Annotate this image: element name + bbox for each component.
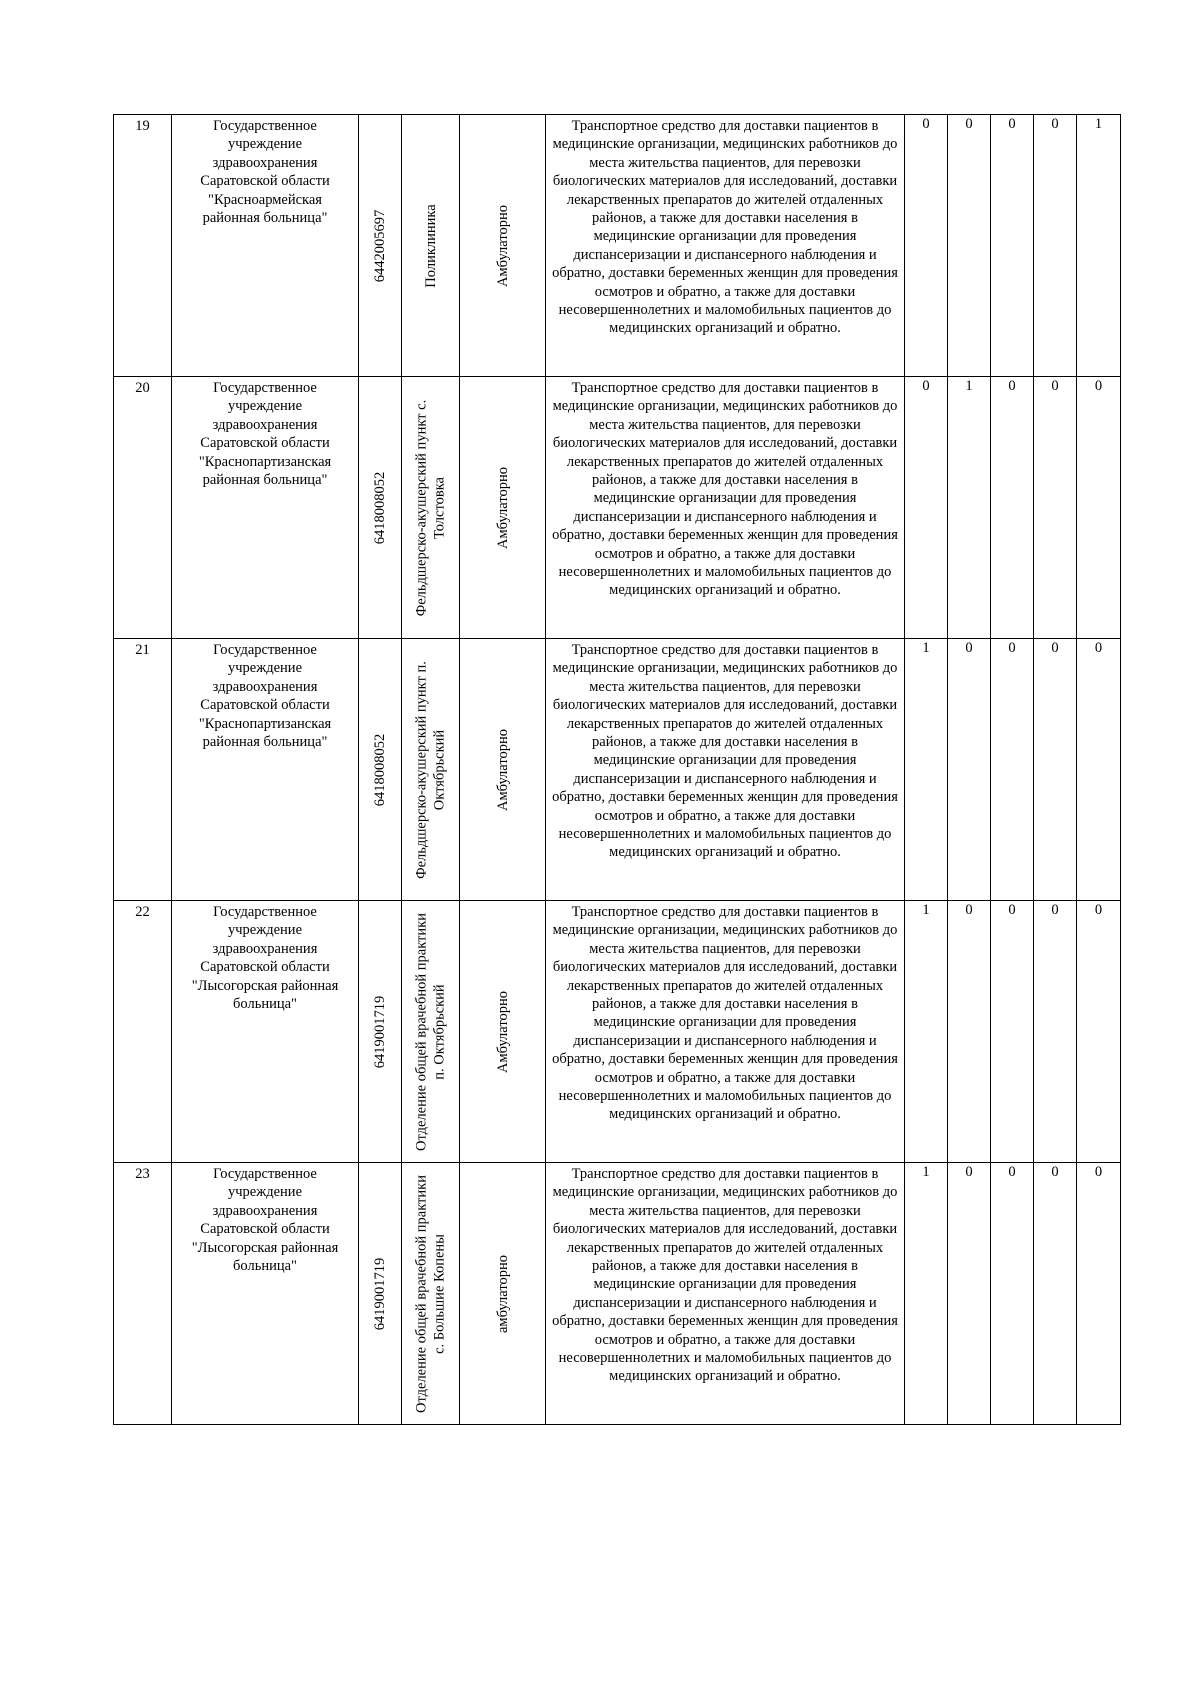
purpose-cell	[546, 901, 905, 1163]
organization-name: Государственное учреждение здравоохранения Саратовской области "Краснопартизанская районная больница"	[198, 642, 332, 751]
purpose-cell	[546, 115, 905, 377]
count-cell-4: 0	[1034, 901, 1077, 1163]
count-cell-2: 0	[948, 639, 991, 901]
row-number: 21	[135, 642, 150, 658]
care-type: амбулаторно	[494, 1254, 511, 1333]
inn-value: 6418008052	[371, 733, 388, 806]
count-cell-5: 0	[1077, 1163, 1121, 1425]
count-cell-2: 1	[948, 377, 991, 639]
count-cell-2: 0	[948, 115, 991, 377]
organization-cell	[172, 115, 359, 377]
purpose-cell	[546, 377, 905, 639]
row-number: 19	[135, 118, 150, 134]
care-type-cell	[460, 901, 546, 1163]
count-cell-3: 0	[991, 1163, 1034, 1425]
organization-name: Государственное учреждение здравоохранения Саратовской области "Краснопартизанская районная больница"	[198, 380, 332, 489]
count-cell-2: 0	[948, 1163, 991, 1425]
inn-cell	[359, 901, 402, 1163]
inn-value: 6418008052	[371, 471, 388, 544]
count-cell-1: 1	[905, 1163, 948, 1425]
inn-cell	[359, 377, 402, 639]
purpose-description: Транспортное средство для доставки пациентов в медицинские организации, медицинских работников до места жительства пациентов, для перевозки биологических материалов для исследований, доставки лекарственных препаратов до жителей отдаленных районов, а также для доставки населения в медицинские организации для проведения диспансеризации и диспансерного наблюдения и обратно, доставки беременных женщин для проведения осмотров и обратно, а также для доставки несовершеннолетних и маломобильных пациентов до медицинских организаций и обратно.	[552, 904, 898, 1123]
row-number-cell	[114, 377, 172, 639]
organization-cell	[172, 1163, 359, 1425]
care-type: Амбулаторно	[494, 728, 511, 811]
purpose-description: Транспортное средство для доставки пациентов в медицинские организации, медицинских работников до места жительства пациентов, для перевозки биологических материалов для исследований, доставки лекарственных препаратов до жителей отдаленных районов, а также для доставки населения в медицинские организации для проведения диспансеризации и диспансерного наблюдения и обратно, доставки беременных женщин для проведения осмотров и обратно, а также для доставки несовершеннолетних и маломобильных пациентов до медицинских организаций и обратно.	[552, 380, 898, 599]
inn-value: 6419001719	[371, 1257, 388, 1330]
unit-cell	[402, 1163, 460, 1425]
purpose-description: Транспортное средство для доставки пациентов в медицинские организации, медицинских работников до места жительства пациентов, для перевозки биологических материалов для исследований, доставки лекарственных препаратов до жителей отдаленных районов, а также для доставки населения в медицинские организации для проведения диспансеризации и диспансерного наблюдения и обратно, доставки беременных женщин для проведения осмотров и обратно, а также для доставки несовершеннолетних и маломобильных пациентов до медицинских организаций и обратно.	[552, 1166, 898, 1385]
care-type: Амбулаторно	[494, 466, 511, 549]
care-type-cell	[460, 639, 546, 901]
count-cell-3: 0	[991, 115, 1034, 377]
table-row	[114, 115, 1121, 377]
care-type-cell	[460, 115, 546, 377]
purpose-description: Транспортное средство для доставки пациентов в медицинские организации, медицинских работников до места жительства пациентов, для перевозки биологических материалов для исследований, доставки лекарственных препаратов до жителей отдаленных районов, а также для доставки населения в медицинские организации для проведения диспансеризации и диспансерного наблюдения и обратно, доставки беременных женщин для проведения осмотров и обратно, а также для доставки несовершеннолетних и маломобильных пациентов до медицинских организаций и обратно.	[552, 642, 898, 861]
unit-name: Отделение общей врачебной практики с. Большие Копены	[413, 1174, 448, 1413]
count-cell-1: 0	[905, 115, 948, 377]
count-cell-5: 1	[1077, 115, 1121, 377]
unit-name: Отделение общей врачебной практики п. Октябрьский	[413, 912, 448, 1151]
count-cell-3: 0	[991, 639, 1034, 901]
organization-cell	[172, 639, 359, 901]
organization-name: Государственное учреждение здравоохранения Саратовской области "Красноармейская районная больница"	[200, 118, 330, 227]
care-type-cell	[460, 377, 546, 639]
table-row	[114, 1163, 1121, 1425]
count-cell-3: 0	[991, 377, 1034, 639]
unit-name: Поликлиника	[422, 203, 439, 288]
inn-cell	[359, 639, 402, 901]
count-cell-1: 1	[905, 639, 948, 901]
count-cell-1: 1	[905, 901, 948, 1163]
care-type: Амбулаторно	[494, 990, 511, 1073]
row-number-cell	[114, 639, 172, 901]
organization-cell	[172, 377, 359, 639]
count-cell-3: 0	[991, 901, 1034, 1163]
count-cell-4: 0	[1034, 377, 1077, 639]
row-number-cell	[114, 1163, 172, 1425]
care-type-cell	[460, 1163, 546, 1425]
purpose-description: Транспортное средство для доставки пациентов в медицинские организации, медицинских работников до места жительства пациентов, для перевозки биологических материалов для исследований, доставки лекарственных препаратов до жителей отдаленных районов, а также для доставки населения в медицинские организации для проведения диспансеризации и диспансерного наблюдения и обратно, доставки беременных женщин для проведения осмотров и обратно, а также для доставки несовершеннолетних и маломобильных пациентов до медицинских организаций и обратно.	[552, 118, 898, 337]
table-row	[114, 377, 1121, 639]
inn-value: 6419001719	[371, 995, 388, 1068]
purpose-cell	[546, 639, 905, 901]
count-cell-5: 0	[1077, 639, 1121, 901]
count-cell-4: 0	[1034, 115, 1077, 377]
inn-cell	[359, 1163, 402, 1425]
unit-name: Фельдшерско-акушерский пункт с. Толстовка	[413, 399, 448, 616]
row-number-cell	[114, 115, 172, 377]
purpose-cell	[546, 1163, 905, 1425]
count-cell-5: 0	[1077, 377, 1121, 639]
row-number-cell	[114, 901, 172, 1163]
row-number: 23	[135, 1166, 150, 1182]
organization-name: Государственное учреждение здравоохранения Саратовской области "Лысогорская районная больница"	[191, 1166, 339, 1275]
count-cell-2: 0	[948, 901, 991, 1163]
unit-name: Фельдшерско-акушерский пункт п. Октябрьский	[413, 660, 448, 879]
unit-cell	[402, 639, 460, 901]
organization-name: Государственное учреждение здравоохранения Саратовской области "Лысогорская районная больница"	[191, 904, 339, 1013]
count-cell-5: 0	[1077, 901, 1121, 1163]
unit-cell	[402, 901, 460, 1163]
count-cell-4: 0	[1034, 1163, 1077, 1425]
care-type: Амбулаторно	[494, 204, 511, 287]
count-cell-1: 0	[905, 377, 948, 639]
inn-cell	[359, 115, 402, 377]
row-number: 22	[135, 904, 150, 920]
organization-cell	[172, 901, 359, 1163]
registry-table	[113, 114, 1121, 1425]
count-cell-4: 0	[1034, 639, 1077, 901]
unit-cell	[402, 377, 460, 639]
table-row	[114, 901, 1121, 1163]
row-number: 20	[135, 380, 150, 396]
table-row	[114, 639, 1121, 901]
inn-value: 6442005697	[371, 209, 388, 282]
unit-cell	[402, 115, 460, 377]
